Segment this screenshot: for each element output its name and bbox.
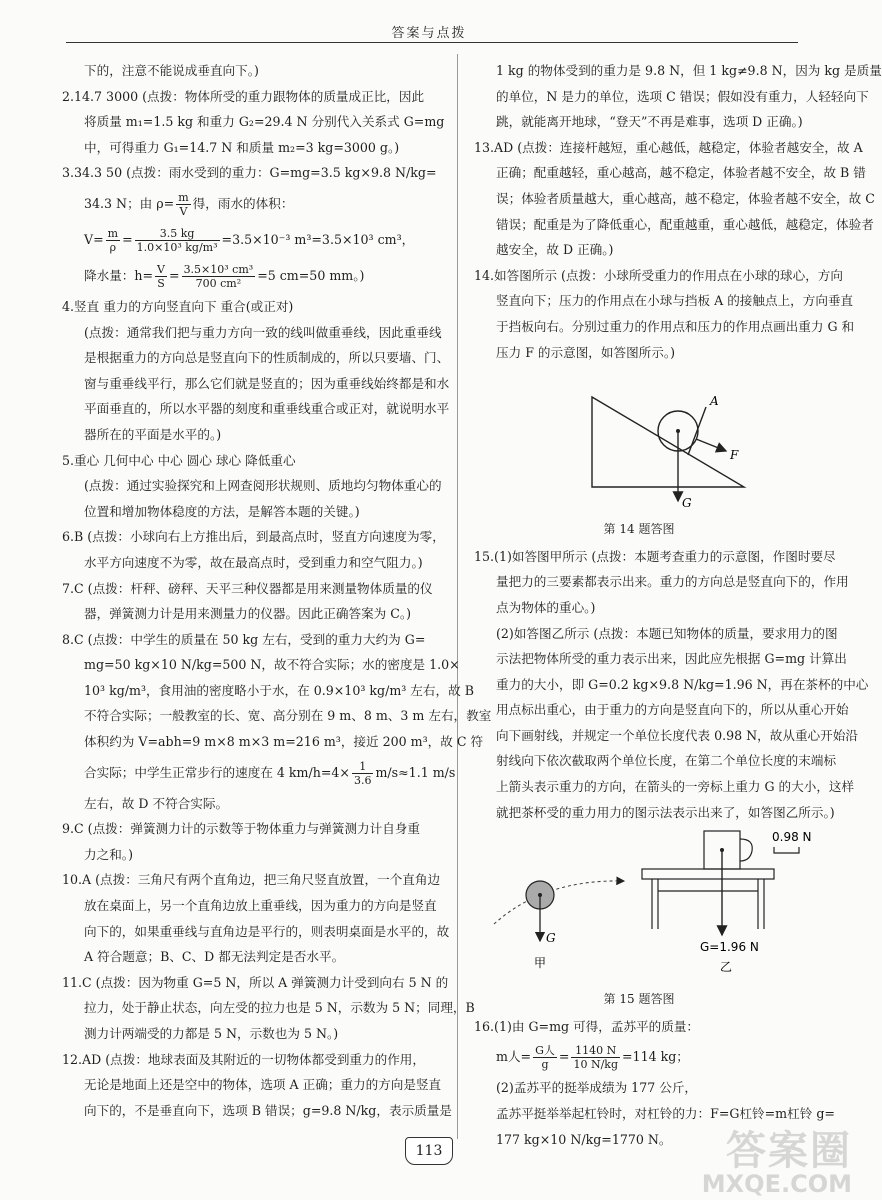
fraction: $\frac{3.5 kg}{\text{1.0×10³ kg/m³}}$ (136, 226, 218, 254)
text-line: 平面垂直的，所以水平器的刻度和重垂线重合或正对，就说明水平 (84, 401, 450, 417)
answer-11: 11.C (点拨：因为物重 G=5 N，所以 A 弹簧测力计受到向右 5 N 的 (62, 974, 449, 990)
fraction: $\frac{\text{G人}}{g}$ (535, 1044, 555, 1072)
text-line: A 符合题意；B、C、D 都无法判定是否水平。 (84, 949, 345, 965)
text-line: 左右，故 D 不符合实际。 (84, 795, 229, 811)
cup-handle (740, 839, 752, 861)
label-f: F (730, 448, 739, 463)
watermark-logo: 答案圈 MXQE.COM (701, 1128, 852, 1198)
text-line: 窗与重垂线平行，那么它们就是竖直的；因为重垂线始终都是和水 (84, 375, 450, 391)
text-line: 上箭头表示重力的方向，在箭头的一旁标上重力 G 的大小，这样 (496, 779, 855, 795)
text-line: 力之和。) (84, 846, 133, 862)
baffle-a (688, 407, 706, 455)
answer-4: 4.竖直 重力的方向竖直向下 重合(或正对) (62, 298, 294, 314)
text-line: mg=50 kg×10 N/kg=500 N，故不符合实际；水的密度是 1.0× (84, 657, 460, 673)
label-force: G=1.96 N (700, 940, 759, 955)
incline-block (592, 397, 744, 487)
text-line: 器，弹簧测力计是用来测量力的仪器。因此正确答案为 C。) (84, 606, 412, 622)
force-f-arrow (696, 439, 726, 451)
answer-10: 10.A (点拨：三角尺有两个直角边，把三角尺竖直放置，一个直角边 (62, 872, 441, 888)
text-line: 向下画射线，并规定一个单位长度代表 0.98 N，故从重心开始沿 (496, 727, 858, 743)
label-g: G (682, 496, 692, 511)
text-line: 误；体验者质量越大，重心越高，越不稳定，体验者越不安全，故 C (496, 190, 875, 206)
text-line: 跳，就能离开地球，“登天”不再是难事，选项 D 正确。) (496, 114, 803, 130)
text-line: 下的，注意不能说成垂直向下。) (84, 63, 259, 78)
label-g-jia: G (546, 931, 556, 946)
fraction: $\frac{\text{3.5×10³ cm³}}{\text{700 cm²}}$ (183, 262, 254, 290)
text-line: 177 kg×10 N/kg=1770 N。 (496, 1131, 672, 1147)
text-line: 错误；配重是为了降低重心，配重越重，重心越低，越稳定，体验者 (496, 216, 874, 232)
text-line: 正确；配重越轻，重心越高，越不稳定，体验者越不安全，故 B 错 (496, 165, 866, 181)
text-line: 向下的，不是垂直向下，选项 B 错误；g=9.8 N/kg，表示质量是 (84, 1102, 452, 1118)
table-top (642, 869, 774, 879)
text-line: 中，可得重力 G₁=14.7 N 和质量 m₂=3 kg=3000 g。) (84, 139, 400, 155)
running-header: 答案与点拨 (391, 26, 467, 41)
text-line: 量把力的三要素都表示出来。重力的方向总是竖直向下的，作用 (496, 574, 849, 590)
text-line: 体积约为 V=abh=9 m×8 m×3 m=216 m³，接近 200 m³，故 C 符 (84, 734, 484, 750)
text-line: 点为物体的重心。) (496, 599, 596, 615)
speed-formula: 合实际；中学生正常步行的速度在 4 km/h=4× $\frac{1}{3.6}$ m/s≈1.1 m/s (84, 759, 456, 787)
label-scale: 0.98 N (772, 830, 812, 845)
answer-16: 16.(1)由 G=mg 可得，孟苏平的质量： (474, 1018, 700, 1034)
page-number: 113 (405, 1137, 453, 1165)
text-line: 放在桌面上，另一个直角边放上重垂线，因为重力的方向是竖直 (84, 898, 437, 914)
text-line: (点拨：通过实验探究和上网查阅形状规则、质地均匀物体重心的 (84, 478, 442, 494)
fraction: $\frac{1}{3.6}$ (353, 759, 372, 787)
answer-7: 7.C (点拨：杆秤、磅秤、天平三种仪器都是用来测量物体质量的仪 (62, 580, 433, 596)
answer-15: 15.(1)如答图甲所示 (点拨：本题考查重力的示意图，作图时要尽 (474, 548, 836, 564)
figure-15-caption: 第 15 题答图 (603, 991, 675, 1006)
answer-3: 3.34.3 50 (点拨：雨水受到的重力：G=mg=3.5 kg×9.8 N/kg= (62, 165, 437, 181)
figure-14-caption: 第 14 题答图 (603, 521, 675, 536)
gravity-diagram-15 (474, 829, 812, 979)
answer-8: 8.C (点拨：中学生的质量在 50 kg 左右，受到的重力大约为 G= (62, 631, 426, 647)
right-column (474, 58, 882, 1152)
text-line: 无论是地面上还是空中的物体，选项 A 正确；重力的方向是竖直 (84, 1077, 442, 1093)
text-line: 竖直向下；压力的作用点在小球与挡板 A 的接触点上，方向垂直 (496, 293, 854, 309)
text-line: 的单位，N 是力的单位，选项 C 错误；假如没有重力，人轻轻向下 (496, 88, 869, 104)
figure-14 (474, 369, 804, 540)
fraction: $\frac{m}{V}$ (178, 190, 189, 218)
label-a: A (710, 394, 719, 409)
answer-9: 9.C (点拨：弹簧测力计的示数等于物体重力与弹簧测力计自身重 (62, 821, 421, 837)
left-column (62, 58, 492, 1123)
answer-12: 12.AD (点拨：地球表面及其附近的一切物体都受到重力的作用， (62, 1051, 425, 1067)
answer-2: 2.14.7 3000 (点拨：物体所受的重力跟物体的质量成正比，因此 (62, 88, 425, 104)
text-line: 10³ kg/m³，食用油的密度略小于水，在 0.9×10³ kg/m³ 左右，故 B (84, 682, 474, 698)
text-line: 是根据重力的方向总是竖直向下的性质制成的，所以只要墙、门、 (84, 350, 450, 366)
label-jia: 甲 (534, 956, 547, 971)
text-line: 水平方向速度不为零，故在最高点时，受到重力和空气阻力。) (84, 554, 423, 570)
mass-formula: m人= $\frac{\text{G人}}{g}$ = $\frac{1140 N}{10 N/kg}$ =114 kg； (496, 1044, 689, 1072)
text-line: 于挡板向右。分别过重力的作用点和压力的作用点画出重力 G 和 (496, 318, 855, 334)
answer-6: 6.B (点拨：小球向右上方推出后，到最高点时，竖直方向速度为零， (62, 529, 445, 545)
text-line: 射线向下依次截取两个单位长度，在第二个单位长度的末端标 (496, 753, 837, 769)
density-formula: 34.3 N；由 ρ= $\frac{m}{V}$ 得，雨水的体积： (84, 190, 294, 218)
scale-bracket (774, 847, 799, 853)
rainfall-formula: 降水量：h= $\frac{V}{S}$ = $\frac{\text{3.5×10³ cm³}}{\text{700 cm²}}$ =5 cm=50 mm。) (84, 262, 365, 290)
fraction: $\frac{V}{S}$ (157, 262, 165, 290)
text-line: 用点标出重心，由于重力的方向是竖直向下的，所以从重心开始 (496, 702, 849, 718)
label-yi: 乙 (720, 960, 733, 975)
text-line: 位置和增加物体稳度的方法，是解答本题的关键。) (84, 503, 360, 519)
text-line: 示法把物体所受的重力表示出来，因此应先根据 G=mg 计算出 (496, 651, 847, 667)
text-line: 器所在的平面是水平的。) (84, 426, 222, 442)
header-rule (66, 42, 798, 43)
text-line: (点拨：通常我们把与重力方向一致的线叫做重垂线，因此重垂线 (84, 324, 442, 340)
volume-formula: V= $\frac{m}{\rho}$ = $\frac{3.5 kg}{\text{1.0×10³ kg/m³}}$ =3.5×10⁻³ m³=3.5×10³ cm³， (84, 226, 415, 254)
text-line: 不符合实际；一般教室的长、宽、高分别在 9 m、8 m、3 m 左右，教室 (84, 708, 492, 724)
trajectory-path (494, 881, 624, 924)
fraction: $\frac{m}{\rho}$ (107, 226, 119, 254)
answer-5: 5.重心 几何中心 中心 圆心 球心 降低重心 (62, 452, 296, 468)
text-line: (2)孟苏平的挺举成绩为 177 公斤， (496, 1080, 698, 1096)
column-divider (457, 54, 458, 1139)
text-line: 将质量 m₁=1.5 kg 和重力 G₂=29.4 N 分别代入关系式 G=mg (84, 114, 445, 130)
text-line: 压力 F 的示意图，如答图所示。) (496, 344, 676, 360)
text-line: 1 kg 的物体受到的重力是 9.8 N，但 1 kg≠9.8 N，因为 kg 是质量 (496, 63, 882, 78)
text-line: 测力计两端受的力都是 5 N，示数也为 5 N。) (84, 1026, 339, 1041)
text-line: 越安全，故 D 正确。) (496, 242, 614, 258)
text-line: (2)如答图乙所示 (点拨：本题已知物体的质量，要求用力的图 (496, 625, 838, 641)
text-line: 孟苏平挺举举起杠铃时，对杠铃的力：F=G杠铃=m杠铃 g= (496, 1106, 835, 1122)
text-line: 拉力，处于静止状态，向左受的拉力也是 5 N，示数为 5 N；同理，B (84, 1000, 475, 1016)
text-line: 就把茶杯受的重力用力的图示法表示出来了，如答图乙所示。) (496, 804, 835, 820)
answer-13: 13.AD (点拨：连接杆越短，重心越低，越稳定，体验者越安全，故 A (474, 139, 863, 155)
answer-14: 14.如答图所示 (点拨：小球所受重力的作用点在小球的球心，方向 (474, 267, 843, 283)
fraction: $\frac{1140 N}{10 N/kg}$ (573, 1044, 618, 1072)
incline-ball-diagram (474, 369, 804, 509)
text-line: 重力的大小，即 G=0.2 kg×9.8 N/kg=1.96 N，再在茶杯的中心 (496, 676, 869, 692)
text-line: 向下的，如果重垂线与直角边是平行的，则表明桌面是水平的，故 (84, 923, 450, 939)
figure-15 (474, 829, 812, 1010)
